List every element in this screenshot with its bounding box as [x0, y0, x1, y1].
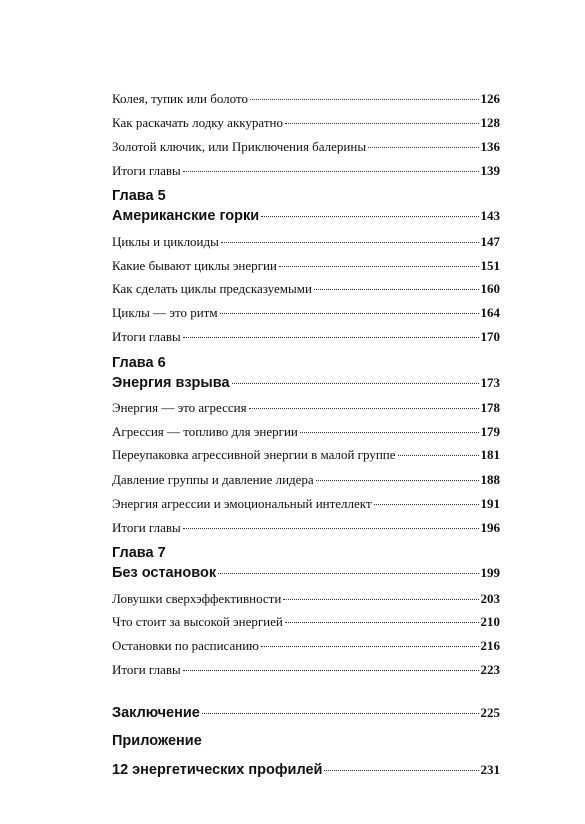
- toc-page-number: 196: [480, 520, 500, 535]
- toc-page-number: 216: [480, 638, 500, 653]
- chapter-label: Глава 7: [112, 545, 166, 561]
- toc-page-number: 225: [480, 705, 500, 720]
- toc-entry-title: Давление группы и давление лидера: [112, 472, 314, 487]
- toc-chapter-title[interactable]: [112, 208, 500, 224]
- toc-entry-title: Итоги главы: [112, 163, 181, 178]
- dot-leader: [220, 313, 479, 314]
- dot-leader: [183, 528, 479, 529]
- dot-leader: [316, 480, 479, 481]
- chapter-label: Глава 6: [112, 355, 166, 371]
- toc-chapter-title[interactable]: [112, 762, 500, 778]
- toc-entry-title: Энергия — это агрессия: [112, 400, 247, 415]
- toc-entry[interactable]: [112, 496, 500, 512]
- toc-page-number: 143: [480, 208, 500, 223]
- toc-page-number: 188: [480, 472, 500, 487]
- toc-page-number: 126: [480, 91, 500, 106]
- toc-entry-title: Как сделать циклы предсказуемыми: [112, 281, 312, 296]
- dot-leader: [183, 337, 479, 338]
- dot-leader: [300, 432, 479, 433]
- chapter-label: Приложение: [112, 733, 202, 749]
- toc-chapter-title-text: Американские горки: [112, 208, 260, 224]
- toc-entry[interactable]: [112, 424, 500, 440]
- toc-entry-title: Как раскачать лодку аккуратно: [112, 115, 283, 130]
- toc-page-number: 223: [480, 662, 500, 677]
- toc-entry-title: Колея, тупик или болото: [112, 91, 248, 106]
- toc-chapter-title-text: 12 энергетических профилей: [112, 762, 323, 778]
- toc-entry[interactable]: [112, 139, 500, 155]
- dot-leader: [249, 408, 479, 409]
- toc-chapter-title[interactable]: [112, 565, 500, 581]
- dot-leader: [261, 216, 478, 217]
- toc-page-number: 151: [480, 258, 500, 273]
- dot-leader: [279, 266, 479, 267]
- toc-page-number: 173: [480, 375, 500, 390]
- toc-entry[interactable]: [112, 662, 500, 678]
- dot-leader: [368, 147, 478, 148]
- dot-leader: [324, 770, 478, 771]
- toc-entry[interactable]: [112, 281, 500, 297]
- dot-leader: [202, 713, 479, 714]
- dot-leader: [250, 99, 479, 100]
- toc-page-number: 203: [480, 591, 500, 606]
- chapter-label: Глава 5: [112, 188, 166, 204]
- toc-chapter-title[interactable]: [112, 705, 500, 721]
- toc-entry[interactable]: [112, 234, 500, 250]
- dot-leader: [374, 504, 479, 505]
- toc-entry-title: Что стоит за высокой энергией: [112, 614, 283, 629]
- toc-page-number: 147: [480, 234, 500, 249]
- toc-page-number: 199: [480, 565, 500, 580]
- toc-page-number: 139: [480, 163, 500, 178]
- toc-page-number: 136: [480, 139, 500, 154]
- toc-entry[interactable]: [112, 472, 500, 488]
- toc-entry[interactable]: [112, 447, 500, 463]
- toc-entry[interactable]: [112, 614, 500, 630]
- toc-entry-title: Итоги главы: [112, 329, 181, 344]
- toc-page-number: 178: [480, 400, 500, 415]
- toc-entry-title: Золотой ключик, или Приключения балерины: [112, 139, 367, 154]
- toc-entry-title: Остановки по расписанию: [112, 638, 259, 653]
- toc-chapter-title-text: Без остановок: [112, 565, 217, 581]
- toc-entry-title: Переупаковка агрессивной энергии в малой группе: [112, 447, 396, 462]
- toc-page-number: 160: [480, 281, 500, 296]
- toc-chapter-title[interactable]: [112, 375, 500, 391]
- dot-leader: [398, 455, 479, 456]
- dot-leader: [285, 622, 479, 623]
- toc-page-number: 164: [480, 305, 500, 320]
- toc-page-number: 191: [480, 496, 500, 511]
- toc-entry[interactable]: [112, 91, 500, 107]
- toc-entry[interactable]: [112, 591, 500, 607]
- toc-chapter-title-text: Энергия взрыва: [112, 375, 230, 391]
- toc-entry-title: Агрессия — топливо для энергии: [112, 424, 298, 439]
- toc-entry[interactable]: [112, 400, 500, 416]
- toc-entry-title: Итоги главы: [112, 520, 181, 535]
- table-of-contents: [112, 0, 500, 824]
- toc-page-number: 210: [480, 614, 500, 629]
- dot-leader: [221, 242, 479, 243]
- toc-chapter-title-text: Заключение: [112, 705, 200, 721]
- toc-page-number: 231: [480, 762, 500, 777]
- dot-leader: [183, 670, 479, 671]
- toc-entry-title: Циклы — это ритм: [112, 305, 218, 320]
- dot-leader: [232, 383, 479, 384]
- dot-leader: [285, 123, 479, 124]
- toc-entry[interactable]: [112, 305, 500, 321]
- dot-leader: [183, 171, 479, 172]
- toc-entry-title: Циклы и циклоиды: [112, 234, 219, 249]
- toc-entry-title: Ловушки сверхэффективности: [112, 591, 282, 606]
- toc-page-number: 181: [480, 447, 500, 462]
- dot-leader: [314, 289, 479, 290]
- dot-leader: [218, 573, 478, 574]
- toc-entry[interactable]: [112, 520, 500, 536]
- toc-entry-title: Энергия агрессии и эмоциональный интеллект: [112, 496, 372, 511]
- toc-page-number: 179: [480, 424, 500, 439]
- toc-entry[interactable]: [112, 258, 500, 274]
- toc-entry[interactable]: [112, 638, 500, 654]
- toc-entry[interactable]: [112, 115, 500, 131]
- toc-page-number: 170: [480, 329, 500, 344]
- dot-leader: [261, 646, 479, 647]
- toc-entry[interactable]: [112, 163, 500, 179]
- toc-entry-title: Итоги главы: [112, 662, 181, 677]
- toc-entry[interactable]: [112, 329, 500, 345]
- toc-entry-title: Какие бывают циклы энергии: [112, 258, 277, 273]
- toc-page-number: 128: [480, 115, 500, 130]
- dot-leader: [283, 599, 478, 600]
